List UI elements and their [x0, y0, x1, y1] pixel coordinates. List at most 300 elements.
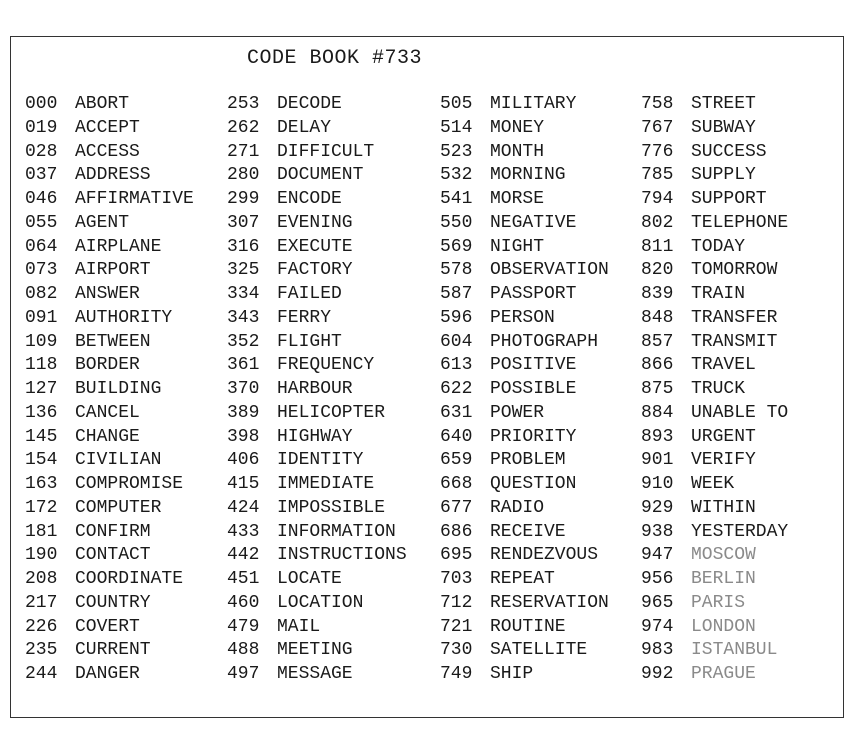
code-word: ROUTINE [490, 616, 566, 637]
code-word: SHIP [490, 664, 534, 684]
code-word: NIGHT [490, 236, 545, 257]
code-number: 154 [25, 450, 58, 471]
code-city-word: LONDON [691, 616, 756, 637]
code-entry [227, 93, 407, 117]
code-word: QUESTION [490, 474, 577, 494]
code-entry [25, 473, 194, 497]
code-word: ABORT [75, 94, 130, 114]
code-entry [227, 449, 407, 473]
code-entry [440, 616, 609, 640]
code-column-1 [25, 93, 194, 687]
code-number: 613 [440, 355, 473, 376]
code-entry [227, 331, 407, 355]
code-number: 479 [227, 616, 260, 637]
code-word: IDENTITY [277, 450, 364, 471]
code-word: MESSAGE [277, 664, 353, 684]
code-word: LOCATE [277, 569, 342, 589]
code-word: CONTACT [75, 545, 151, 566]
code-number: 901 [641, 450, 674, 471]
code-number: 217 [25, 592, 58, 613]
code-entry [25, 307, 194, 331]
code-word: SATELLITE [490, 640, 588, 661]
code-word: CONFIRM [75, 521, 151, 542]
code-entry [25, 117, 194, 141]
code-number: 424 [227, 497, 260, 518]
code-number: 415 [227, 474, 260, 494]
code-word: EXECUTE [277, 236, 353, 257]
code-entry [227, 117, 407, 141]
code-entry [641, 188, 788, 212]
code-number: 046 [25, 189, 58, 209]
code-city-word: PRAGUE [691, 664, 756, 684]
code-word: DANGER [75, 664, 140, 684]
code-entry [25, 521, 194, 545]
code-entry [227, 212, 407, 236]
code-entry [641, 449, 788, 473]
code-column-3 [440, 93, 609, 687]
code-number: 875 [641, 379, 674, 399]
code-word: BETWEEN [75, 331, 151, 352]
code-entry [227, 616, 407, 640]
code-number: 541 [440, 189, 473, 209]
code-word: TRUCK [691, 379, 746, 399]
code-word: PERSON [490, 307, 555, 328]
code-word: PASSPORT [490, 284, 577, 304]
code-word: COMPROMISE [75, 474, 184, 494]
code-entry [440, 93, 609, 117]
code-entry [440, 141, 609, 165]
code-word: FAILED [277, 284, 342, 304]
code-number: 802 [641, 212, 674, 233]
code-word: POSITIVE [490, 355, 577, 376]
code-entry [440, 639, 609, 663]
code-entry [25, 188, 194, 212]
code-word: TELEPHONE [691, 212, 789, 233]
code-entry [227, 473, 407, 497]
code-number: 370 [227, 379, 260, 399]
code-number: 226 [25, 616, 58, 637]
code-word: PHOTOGRAPH [490, 331, 599, 352]
code-number: 334 [227, 284, 260, 304]
code-word: DIFFICULT [277, 141, 375, 162]
code-word: HELICOPTER [277, 402, 386, 423]
code-word: AIRPORT [75, 260, 151, 281]
code-number: 145 [25, 426, 58, 447]
code-number: 703 [440, 569, 473, 589]
code-word: COVERT [75, 616, 140, 637]
code-entry [25, 164, 194, 188]
code-entry [641, 663, 788, 687]
code-number: 622 [440, 379, 473, 399]
code-entry [440, 497, 609, 521]
code-word: VERIFY [691, 450, 756, 471]
code-word: MORNING [490, 165, 566, 186]
code-word: AGENT [75, 212, 130, 233]
code-entry [641, 497, 788, 521]
code-word: URGENT [691, 426, 756, 447]
code-entry [440, 259, 609, 283]
code-entry [440, 521, 609, 545]
code-number: 965 [641, 592, 674, 613]
code-entry [440, 354, 609, 378]
code-entry [25, 331, 194, 355]
code-word: CHANGE [75, 426, 140, 447]
code-word: TRAIN [691, 284, 746, 304]
code-word: BORDER [75, 355, 140, 376]
code-entry [25, 663, 194, 687]
code-number: 848 [641, 307, 674, 328]
code-city-word: PARIS [691, 592, 746, 613]
code-entry [641, 283, 788, 307]
code-entry [641, 354, 788, 378]
code-number: 497 [227, 664, 260, 684]
code-word: MORSE [490, 189, 545, 209]
code-number: 947 [641, 545, 674, 566]
code-word: CANCEL [75, 402, 140, 423]
code-word: DELAY [277, 117, 332, 138]
code-number: 992 [641, 664, 674, 684]
code-word: WITHIN [691, 497, 756, 518]
code-entry [25, 93, 194, 117]
code-entry [25, 568, 194, 592]
code-word: FREQUENCY [277, 355, 375, 376]
code-entry [641, 117, 788, 141]
code-word: TRANSMIT [691, 331, 778, 352]
code-number: 956 [641, 569, 674, 589]
code-word: COMPUTER [75, 497, 162, 518]
code-word: HIGHWAY [277, 426, 353, 447]
code-number: 271 [227, 141, 260, 162]
code-word: IMMEDIATE [277, 474, 375, 494]
code-entry [227, 663, 407, 687]
code-number: 091 [25, 307, 58, 328]
code-entry [641, 592, 788, 616]
code-entry [25, 592, 194, 616]
code-word: FERRY [277, 307, 332, 328]
code-number: 064 [25, 236, 58, 257]
code-entry [641, 259, 788, 283]
code-entry [227, 544, 407, 568]
code-word: IMPOSSIBLE [277, 497, 386, 518]
code-entry [227, 164, 407, 188]
code-number: 695 [440, 545, 473, 566]
code-entry [641, 378, 788, 402]
code-word: RECEIVE [490, 521, 566, 542]
code-entry [440, 331, 609, 355]
code-word: DECODE [277, 94, 342, 114]
code-number: 730 [440, 640, 473, 661]
code-word: ENCODE [277, 189, 342, 209]
code-entry [440, 544, 609, 568]
code-number: 109 [25, 331, 58, 352]
code-word: BUILDING [75, 379, 162, 399]
code-number: 235 [25, 640, 58, 661]
code-number: 631 [440, 402, 473, 423]
code-number: 938 [641, 521, 674, 542]
code-entry [227, 141, 407, 165]
code-number: 893 [641, 426, 674, 447]
code-city-word: MOSCOW [691, 545, 756, 566]
code-entry [227, 497, 407, 521]
code-entry [440, 663, 609, 687]
code-number: 776 [641, 141, 674, 162]
code-entry [25, 283, 194, 307]
code-entry [25, 449, 194, 473]
code-number: 389 [227, 402, 260, 423]
code-entry [440, 164, 609, 188]
code-number: 262 [227, 117, 260, 138]
code-word: YESTERDAY [691, 521, 789, 542]
code-entry [25, 497, 194, 521]
code-entry [641, 568, 788, 592]
code-word: FLIGHT [277, 331, 342, 352]
code-word: SUPPLY [691, 165, 756, 186]
code-entry [440, 378, 609, 402]
code-number: 190 [25, 545, 58, 566]
code-number: 343 [227, 307, 260, 328]
code-entry [440, 449, 609, 473]
code-word: RENDEZVOUS [490, 545, 599, 566]
code-entry [440, 568, 609, 592]
code-word: UNABLE TO [691, 402, 789, 423]
code-entry [227, 307, 407, 331]
code-word: TODAY [691, 236, 746, 257]
code-number: 820 [641, 260, 674, 281]
code-entry [25, 354, 194, 378]
code-number: 505 [440, 94, 473, 114]
code-entry [440, 426, 609, 450]
code-number: 253 [227, 94, 260, 114]
code-entry [227, 259, 407, 283]
code-number: 352 [227, 331, 260, 352]
code-entry [25, 544, 194, 568]
code-entry [641, 164, 788, 188]
code-entry [25, 616, 194, 640]
code-number: 523 [440, 141, 473, 162]
code-entry [227, 236, 407, 260]
code-entry [641, 473, 788, 497]
code-word: SUCCESS [691, 141, 767, 162]
code-number: 325 [227, 260, 260, 281]
code-entry [25, 378, 194, 402]
code-entry [25, 212, 194, 236]
code-entry [440, 283, 609, 307]
code-entry [641, 639, 788, 663]
code-word: TOMORROW [691, 260, 778, 281]
code-number: 712 [440, 592, 473, 613]
code-number: 361 [227, 355, 260, 376]
code-word: MEETING [277, 640, 353, 661]
code-entry [227, 568, 407, 592]
code-column-2 [227, 93, 407, 687]
code-number: 604 [440, 331, 473, 352]
code-word: AIRPLANE [75, 236, 162, 257]
code-number: 172 [25, 497, 58, 518]
code-entry [25, 639, 194, 663]
code-entry [641, 141, 788, 165]
code-entry [440, 307, 609, 331]
code-word: HARBOUR [277, 379, 353, 399]
code-entry [641, 616, 788, 640]
code-number: 587 [440, 284, 473, 304]
code-word: FACTORY [277, 260, 353, 281]
code-number: 398 [227, 426, 260, 447]
code-number: 785 [641, 165, 674, 186]
code-book-page [10, 36, 844, 718]
code-entry [641, 544, 788, 568]
code-word: LOCATION [277, 592, 364, 613]
code-number: 488 [227, 640, 260, 661]
code-number: 055 [25, 212, 58, 233]
code-number: 118 [25, 355, 58, 376]
code-word: ACCESS [75, 141, 140, 162]
code-number: 028 [25, 141, 58, 162]
code-entry [641, 307, 788, 331]
code-number: 866 [641, 355, 674, 376]
code-word: NEGATIVE [490, 212, 577, 233]
code-number: 244 [25, 664, 58, 684]
code-word: ADDRESS [75, 165, 151, 186]
code-entry [440, 473, 609, 497]
code-number: 974 [641, 616, 674, 637]
code-entry [227, 354, 407, 378]
code-entry [641, 426, 788, 450]
code-number: 136 [25, 402, 58, 423]
code-word: DOCUMENT [277, 165, 364, 186]
code-number: 550 [440, 212, 473, 233]
code-word: CIVILIAN [75, 450, 162, 471]
code-number: 433 [227, 521, 260, 542]
code-entry [440, 236, 609, 260]
code-column-4 [641, 93, 788, 687]
code-word: TRANSFER [691, 307, 778, 328]
code-number: 884 [641, 402, 674, 423]
code-number: 578 [440, 260, 473, 281]
code-entry [25, 402, 194, 426]
code-entry [227, 283, 407, 307]
code-number: 406 [227, 450, 260, 471]
code-number: 758 [641, 94, 674, 114]
code-word: POSSIBLE [490, 379, 577, 399]
code-entry [641, 521, 788, 545]
code-word: REPEAT [490, 569, 555, 589]
code-entry [227, 188, 407, 212]
code-number: 299 [227, 189, 260, 209]
code-number: 794 [641, 189, 674, 209]
code-number: 811 [641, 236, 674, 257]
code-word: CURRENT [75, 640, 151, 661]
code-number: 460 [227, 592, 260, 613]
code-word: COUNTRY [75, 592, 151, 613]
code-word: MAIL [277, 616, 321, 637]
code-word: AUTHORITY [75, 307, 173, 328]
code-entry [641, 93, 788, 117]
code-word: MONEY [490, 117, 545, 138]
code-number: 569 [440, 236, 473, 257]
code-number: 767 [641, 117, 674, 138]
code-number: 839 [641, 284, 674, 304]
code-number: 451 [227, 569, 260, 589]
code-city-word: ISTANBUL [691, 640, 778, 661]
code-entry [25, 259, 194, 283]
code-number: 082 [25, 284, 58, 304]
code-word: ANSWER [75, 284, 140, 304]
code-entry [227, 521, 407, 545]
code-number: 208 [25, 569, 58, 589]
code-entry [227, 639, 407, 663]
code-entry [227, 426, 407, 450]
code-entry [25, 426, 194, 450]
code-word: AFFIRMATIVE [75, 189, 194, 209]
code-entry [227, 592, 407, 616]
code-entry [440, 212, 609, 236]
code-entry [641, 236, 788, 260]
code-entry [440, 592, 609, 616]
code-entry [440, 402, 609, 426]
code-number: 686 [440, 521, 473, 542]
code-entry [227, 378, 407, 402]
code-number: 857 [641, 331, 674, 352]
code-word: ACCEPT [75, 117, 140, 138]
code-word: COORDINATE [75, 569, 184, 589]
code-entry [641, 402, 788, 426]
code-word: MILITARY [490, 94, 577, 114]
code-word: MONTH [490, 141, 545, 162]
code-number: 163 [25, 474, 58, 494]
code-number: 749 [440, 664, 473, 684]
code-entry [440, 188, 609, 212]
code-word: OBSERVATION [490, 260, 609, 281]
code-entry [25, 141, 194, 165]
code-entry [641, 331, 788, 355]
code-number: 442 [227, 545, 260, 566]
code-number: 037 [25, 165, 58, 186]
code-number: 668 [440, 474, 473, 494]
code-number: 983 [641, 640, 674, 661]
code-number: 640 [440, 426, 473, 447]
code-number: 721 [440, 616, 473, 637]
code-number: 596 [440, 307, 473, 328]
code-number: 127 [25, 379, 58, 399]
code-word: RADIO [490, 497, 545, 518]
code-word: SUBWAY [691, 117, 756, 138]
code-word: TRAVEL [691, 355, 756, 376]
code-entry [641, 212, 788, 236]
code-number: 532 [440, 165, 473, 186]
code-number: 929 [641, 497, 674, 518]
page-title: CODE BOOK #733 [247, 47, 423, 70]
code-word: PROBLEM [490, 450, 566, 471]
code-number: 659 [440, 450, 473, 471]
code-word: WEEK [691, 474, 735, 494]
code-city-word: BERLIN [691, 569, 756, 589]
code-number: 000 [25, 94, 58, 114]
code-word: POWER [490, 402, 545, 423]
code-number: 514 [440, 117, 473, 138]
code-number: 181 [25, 521, 58, 542]
code-word: EVENING [277, 212, 353, 233]
code-word: SUPPORT [691, 189, 767, 209]
code-number: 280 [227, 165, 260, 186]
code-entry [25, 236, 194, 260]
code-word: INFORMATION [277, 521, 396, 542]
code-word: INSTRUCTIONS [277, 545, 407, 566]
code-word: PRIORITY [490, 426, 577, 447]
code-number: 307 [227, 212, 260, 233]
code-number: 019 [25, 117, 58, 138]
code-word: STREET [691, 94, 756, 114]
code-entry [227, 402, 407, 426]
